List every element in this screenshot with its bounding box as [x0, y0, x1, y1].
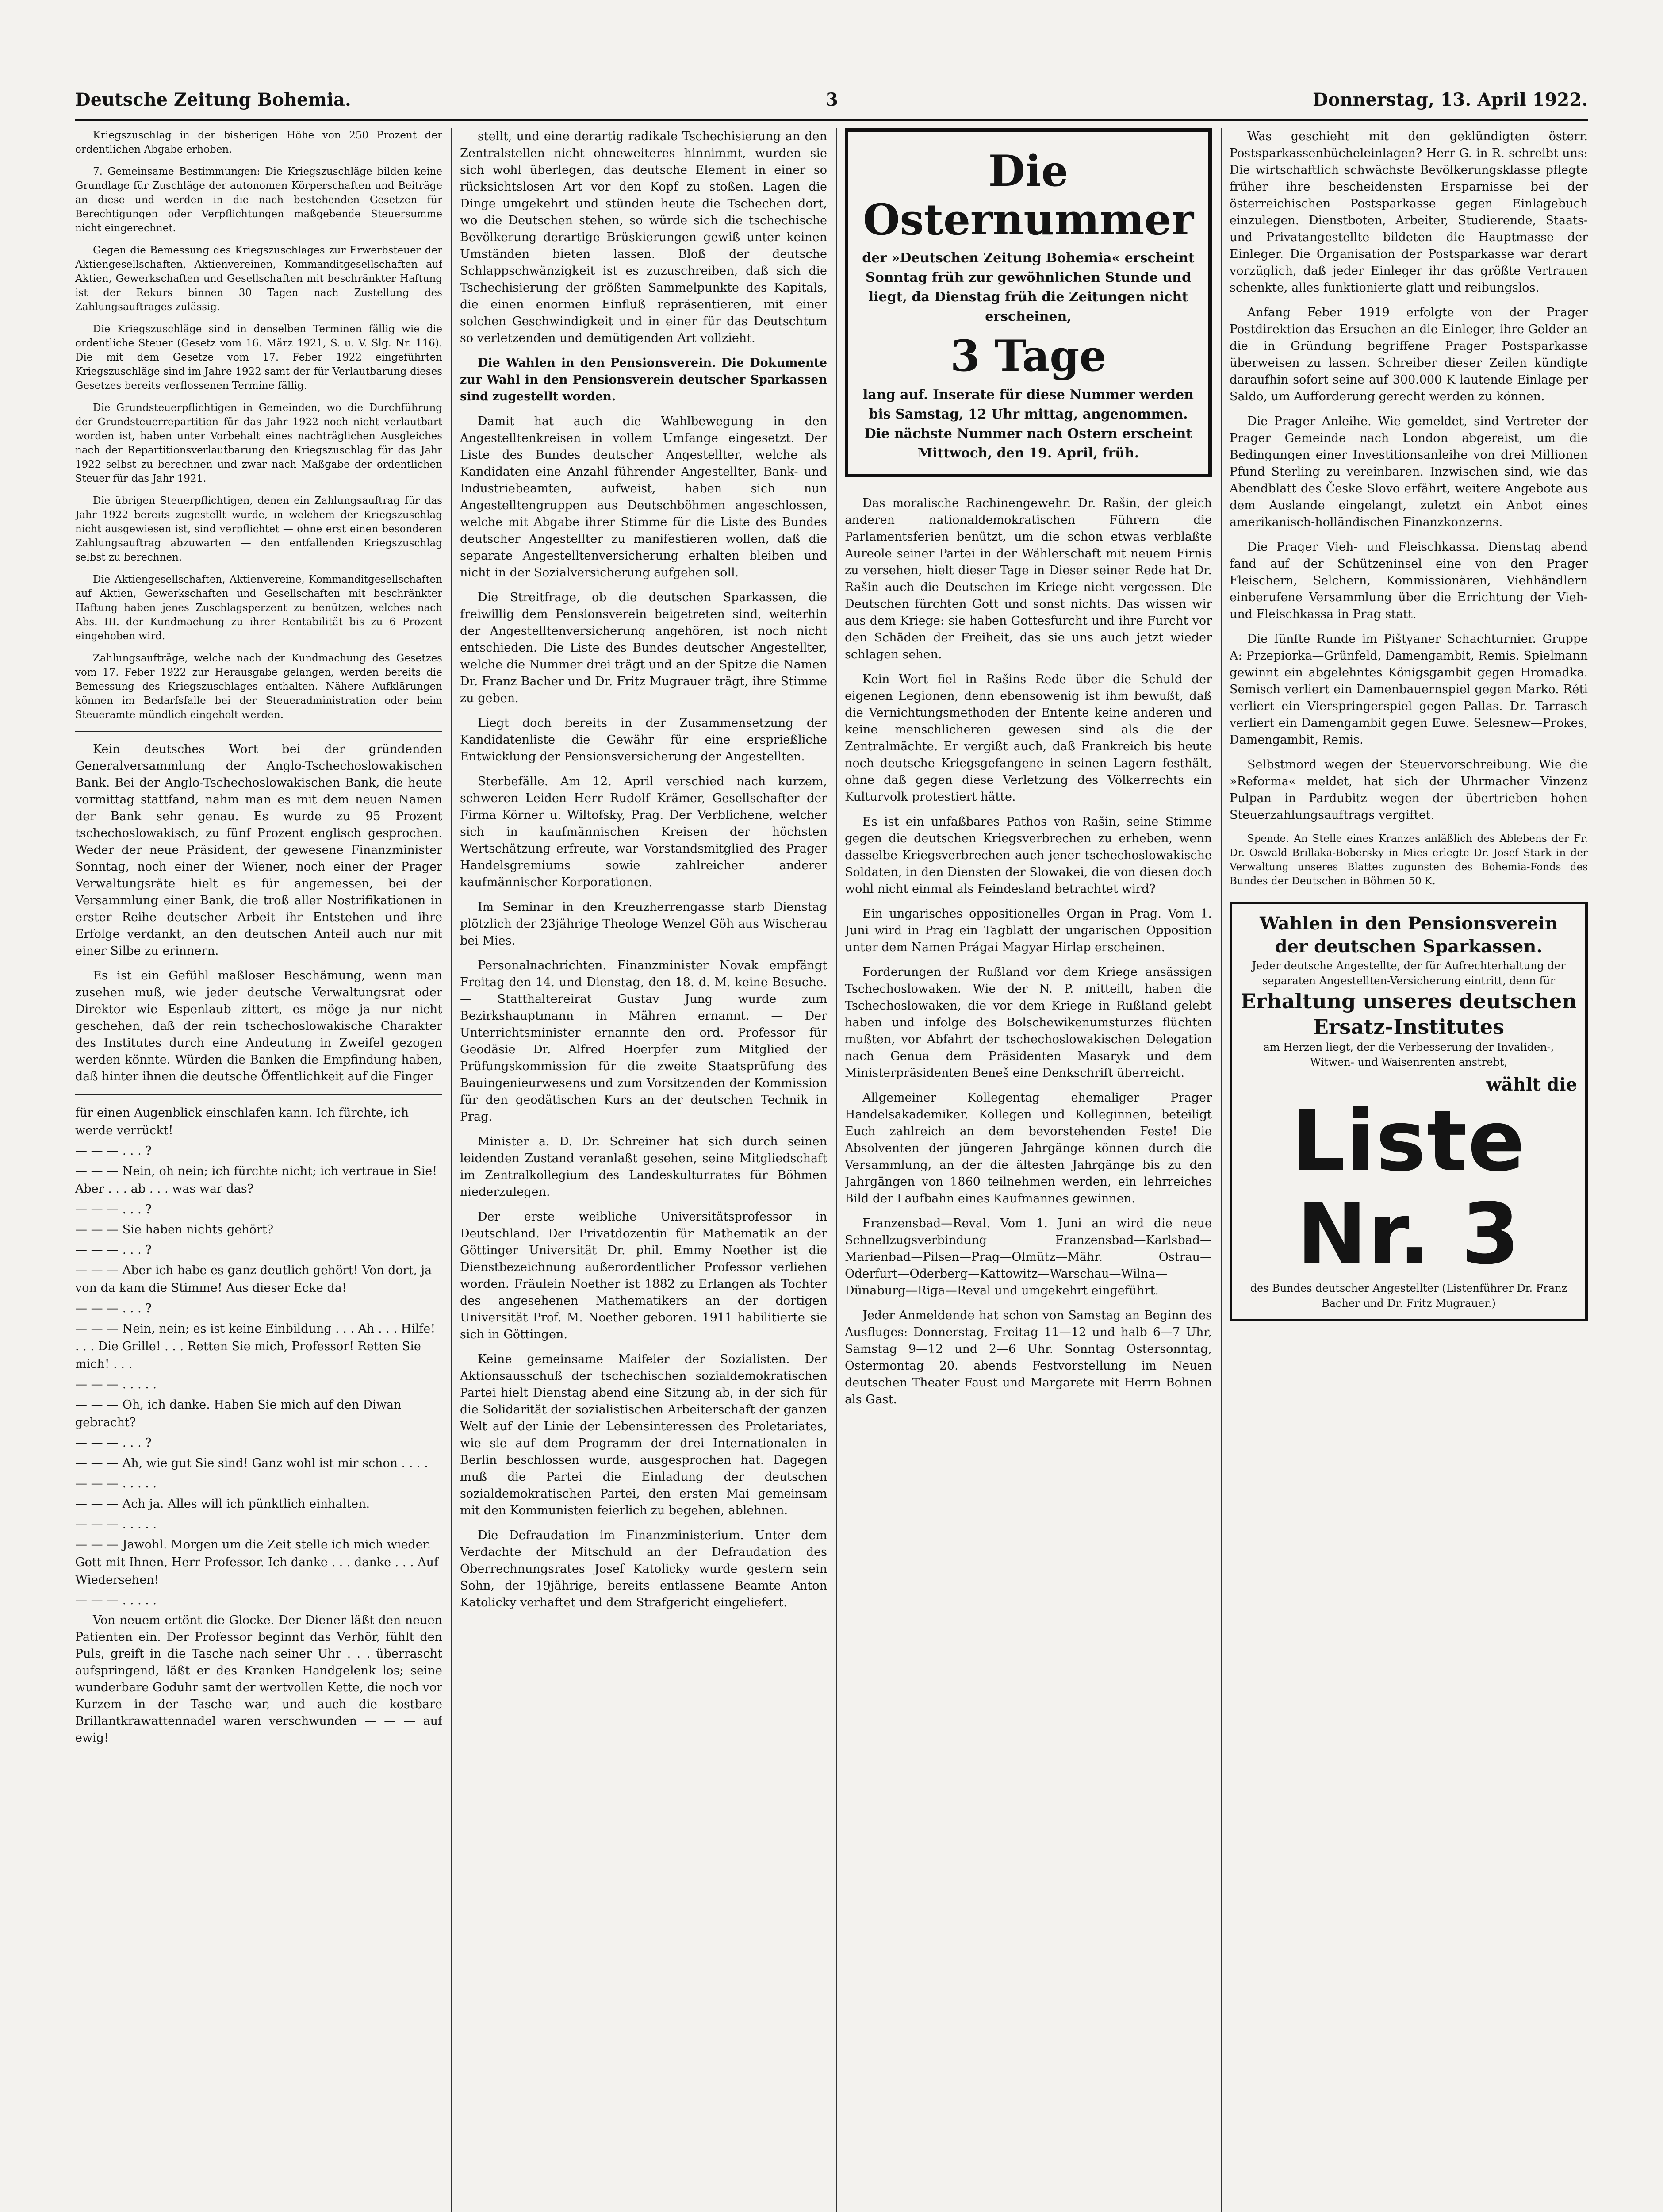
dialog-line: — — — . . . ?	[75, 1243, 152, 1257]
dialog-line: — — — Jawohl. Morgen um die Zeit stelle ich mich wieder. Gott mit Ihnen, Herr Professor. Ich danke . . . danke . . . Auf Wiedersehen!	[75, 1538, 439, 1587]
ad-headline: Wahlen in den Pensionsverein der deutschen Sparkassen.	[1260, 913, 1558, 957]
article-paragraph: Die Prager Vieh- und Fleischkassa. Dienstag abend fand auf der Schützeninsel eine von den Prager Fleischern, Selchern, Kommissionären, Viehhändlern einberufene Versammlung über die Errichtung der Vieh- und Fleischkassa in Prag statt.	[1230, 540, 1588, 621]
masthead	[75, 84, 1588, 115]
column-2	[460, 128, 827, 2212]
article-paragraph: Sterbefälle. Am 12. April verschied nach kurzem, schweren Leiden Herr Rudolf Krämer, Gesellschafter der Firma Körner u. Wiltofsky, Prag. Der Verblichene, welcher sich in kaufmännischen Kreisen der höchsten Wertschätzung erfreute, war Vorstandsmitglied des Prager Handelsgremiums sowie zahlreicher anderer kaufmännischer Korporationen.	[460, 775, 827, 889]
dialog-line: — — — . . . . .	[75, 1378, 157, 1391]
easter-edition-notice	[845, 128, 1212, 477]
ad-subheadline: Erhaltung unseres deutschen Ersatz-Institutes	[1241, 989, 1577, 1039]
article-heading: Die Wahlen in den Pensionsverein. Die Dokumente zur Wahl in den Pensionsverein deutscher Sparkassen sind zugestellt worden.	[460, 356, 827, 403]
article-paragraph: Im Seminar in den Kreuzherrengasse starb Dienstag plötzlich der 23jährige Theologe Wenzel Göh aus Wischerau bei Mies.	[460, 900, 827, 948]
page-number: 3	[826, 89, 838, 110]
dialog-line: — — — Sie haben nichts gehört?	[75, 1223, 274, 1237]
article-paragraph: Liegt doch bereits in der Zusammensetzung der Kandidatenliste die Gewähr für eine ersprießliche Entwicklung der Pensionsversicherung der Angestellten.	[460, 716, 827, 764]
masthead-rule	[75, 119, 1588, 121]
dialog-line: — — — . . . ?	[75, 1436, 152, 1450]
column-divider	[451, 128, 452, 2212]
notice-title: Die Osternummer	[862, 146, 1194, 245]
article-paragraph: Ein ungarisches oppositionelles Organ in Prag. Vom 1. Juni wird in Prag ein Tagblatt der ungarischen Opposition unter dem Namen Prágai Magyar Hirlap erscheinen.	[845, 907, 1212, 954]
dialog-line: — — — . . . ?	[75, 1202, 152, 1216]
article-paragraph: Selbstmord wegen der Steuervorschreibung. Wie die »Reforma« meldet, hat sich der Uhrmacher Vinzenz Pulpan in Pardubitz wegen der übertrieben hohen Steuerzahlungsauftrags vergiftet.	[1230, 758, 1588, 822]
article-paragraph: Gegen die Bemessung des Kriegszuschlages zur Erwerbsteuer der Aktiengesellschaften, Aktienvereinen, Kommanditgesellschaften auf Aktien, Gewerkschaften und Gesellschaften mit beschränkter Haftung ist der Rekurs binnen 30 Tagen nach Zustellung des Zahlungsauftrages zulässig.	[75, 245, 442, 313]
article-paragraph: Das moralische Rachinengewehr. Dr. Rašin, der gleich anderen nationaldemokratischen Führern die Parlamentsferien benützt, um die schon etwas verblaßte Aureole seiner Partei in der Wählerschaft mit neuem Firnis zu versehen, hielt dieser Tage in Dieser seiner Rede hat Dr. Rašin auch die Deutschen im Kriege nicht vergessen. Die Deutschen fürchten Gott und sonst nichts. Das wissen wir aus dem Kriege: sie haben Gottesfurcht und ihre Furcht vor den Schäden der Freiheit, das sie uns auch jetzt wieder schlagen sehen.	[845, 496, 1212, 661]
ad-call: wählt die	[1486, 1074, 1577, 1095]
article-paragraph: Anfang Feber 1919 erfolgte von der Prager Postdirektion das Ersuchen an die Einleger, ihre Gelder an die in Gründung begriffene Prager Postsparkasse überweisen zu lassen. Schreiber dieser Zeilen kündigte daraufhin sofort seine auf 300.000 K lautende Einlage per Saldo, um Aufforderung gerecht werden zu können.	[1230, 306, 1588, 403]
article-paragraph: Von neuem ertönt die Glocke. Der Diener läßt den neuen Patienten ein. Der Professor beginnt das Verhör, fühlt den Puls, greift in die Tasche nach seiner Uhr . . . überrascht aufspringend, läßt er des Kranken Handgelenk los; seine wunderbare Goduhr samt der wertvollen Kette, die noch vor Kurzem in der Tasche war, und auch die kostbare Brillantkrawattennadel waren verschwunden — — — auf ewig!	[75, 1613, 442, 1745]
article-paragraph: Jeder Anmeldende hat schon von Samstag an Beginn des Ausfluges: Donnerstag, Freitag 11—12 und halb 6—7 Uhr, Samstag 9—12 und 2—6 Uhr. Sonntag Ostersonntag, Ostermontag 20. abends Festvorstellung im Neuen deutschen Theater Faust und Margarete mit Herrn Bohnen als Gast.	[845, 1309, 1212, 1406]
article-paragraph: Die Aktiengesellschaften, Aktienvereine, Kommanditgesellschaften auf Aktien, Gewerkschaften und Gesellschaften mit beschränkter Haftung haben jenes Zuschlagsperzent zu benützen, welches nach Abs. III. der Kundmachung zu ihrer Rentabilität bis zu 6 Prozent eingehoben wird.	[75, 574, 442, 642]
newspaper-page	[75, 84, 1588, 2212]
article-paragraph: Forderungen der Rußland vor dem Kriege ansässigen Tschechoslowaken. Wie der N. P. mitteilt, haben die Tschechoslowaken, die vor dem Kriege in Rußland gelebt haben und infolge des Bolschewikenumsturzes flüchten mußten, vor Abfahrt der tschechoslowakischen Delegation nach Genua dem Präsidenten Masaryk und dem Ministerpräsidenten Beneš eine Denkschrift überreicht.	[845, 965, 1212, 1080]
dialog-line: — — — Nein, oh nein; ich fürchte nicht; ich vertraue in Sie! Aber . . . ab . . . was war das?	[75, 1164, 437, 1196]
article-paragraph: Kein deutsches Wort bei der gründenden Generalversammlung der Anglo-Tschechoslowakischen Bank. Bei der Anglo-Tschechoslowakischen Bank, die heute vormittag stattfand, nahm man es mit dem neuen Namen der Bank sehr genau. Es wurde zu 95 Prozent tschechoslowakisch, zu fünf Prozent englisch gesprochen. Weder der neue Präsident, der gewesene Finanzminister Sonntag, noch einer der Wiener, noch einer der Prager Verwaltungsräte hielt es für angemessen, bei der Versammlung einer Bank, die troß aller Nostrifikationen in erster Reihe deutscher Arbeit ihr Entstehen und ihre Erfolge verdankt, an den deutschen Anteil auch nur mit einer Silbe zu erinnern.	[75, 742, 442, 958]
article-paragraph: Minister a. D. Dr. Schreiner hat sich durch seinen leidenden Zustand veranlaßt gesehen, seine Mitgliedschaft im Zentralkollegium des Landeskulturrates für Böhmen niederzulegen.	[460, 1135, 827, 1199]
dialog-line: — — — Ach ja. Alles will ich pünktlich einhalten.	[75, 1497, 370, 1511]
article-paragraph: Die Streitfrage, ob die deutschen Sparkassen, die freiwillig dem Pensionsverein beigetreten sind, weiterhin der Angestelltenversicherung angehören, ist noch nicht entschieden. Die Liste des Bundes deutscher Angestellter, welche die Nummer drei trägt und an der Spitze die Namen Dr. Franz Bacher und Dr. Fritz Mugrauer trägt, ihre Stimme zu geben.	[460, 591, 827, 705]
notice-highlight: 3 Tage	[950, 331, 1107, 381]
dialog-line: — — — . . . . .	[75, 1517, 157, 1531]
dialog-line: — — — . . . . .	[75, 1594, 157, 1607]
dialog-line: — — — . . . ?	[75, 1302, 152, 1315]
article-paragraph: Spende. An Stelle eines Kranzes anläßlich des Ablebens der Fr. Dr. Oswald Brillaka-Bobersky in Mies erlegte Dr. Josef Stark in der Verwaltung unseres Blattes zugunsten des Bohemia-Fonds des Bundes der Deutschen in Böhmen 50 K.	[1230, 833, 1588, 887]
dialog-line: — — — Nein, nein; es ist keine Einbildung . . . Ah . . . Hilfe! . . . Die Grille! . . . Retten Sie mich, Professor! Retten Sie mich! . . .	[75, 1322, 436, 1371]
article-paragraph: Personalnachrichten. Finanzminister Novak empfängt Freitag den 14. und Dienstag, den 18. d. M. keine Besuche. — Statthaltereirat Gustav Jung wurde zum Bezirkshauptmann in Mähren ernannt. — Der Unterrichtsminister ernannte den ord. Professor für Geodäsie Dr. Alfred Hoerpfer zum Mitglied der Prüfungskommission für die zweite Staatsprüfung des Bauingenieurwesens und zum Vorsitzenden der Kommission für den geodätischen Kurs an der deutschen Technik in Prag.	[460, 959, 827, 1124]
article-paragraph: Die Prager Anleihe. Wie gemeldet, sind Vertreter der Prager Gemeinde nach London abgereist, um die Bedingungen einer Investitionsanleihe von drei Millionen Pfund Sterling zu vereinbaren. Inzwischen sind, wie das Abendblatt des Česke Slovo erfährt, weitere Angebote aus dem Auslande eingelangt, zuletzt ein Anbot eines amerikanisch-holländischen Finanzkonzerns.	[1230, 415, 1588, 529]
masthead-title: Deutsche Zeitung Bohemia.	[75, 89, 351, 110]
masthead-date: Donnerstag, 13. April 1922.	[1313, 89, 1588, 110]
dialog-line: für einen Augenblick einschlafen kann. Ich fürchte, ich werde verrückt!	[75, 1106, 409, 1137]
article-paragraph: Die Kriegszuschläge sind in denselben Terminen fällig wie die ordentliche Steuer (Gesetz vom 16. März 1921, S. u. V. Slg. Nr. 116). Die mit dem Gesetze vom 17. Feber 1922 eingeführten Kriegszuschläge sind im Jahre 1922 samt der für Verlautbarung dieses Gesetzes bereits verflossenen Termine fällig.	[75, 323, 442, 392]
section-divider	[75, 731, 442, 732]
article-paragraph: Keine gemeinsame Maifeier der Sozialisten. Der Aktionsausschuß der tschechischen sozialdemokratischen Partei hielt Dienstag abend eine Sitzung ab, in der sich für die Solidarität der sozialistischen Arbeiterschaft der ganzen Welt auf der Linie der Lebensinteressen des Proletariates, wie sie auf dem Programm der drei Internationalen in Berlin beschlossen wurde, ausgesprochen hat. Dagegen muß die Partei die Einladung der deutschen sozialdemokratischen Partei, den ersten Mai gemeinsam mit den Kommunisten feierlich zu begehen, ablehnen.	[460, 1352, 827, 1517]
article-paragraph: Allgemeiner Kollegentag ehemaliger Prager Handelsakademiker. Kollegen und Kolleginnen, beteiligt Euch zahlreich an dem bevorstehenden Feste! Die Absolventen der jüngeren Jahrgänge können durch die Versammlung, an der die ältesten Jahrgänge bis zu den Jahrgängen von 1860 teilnehmen werden, ein lehrreiches Bild der Laufbahn eines Kaufmannes gewinnen.	[845, 1091, 1212, 1206]
article-paragraph: Kein Wort fiel in Rašins Rede über die Schuld der eigenen Legionen, denn ebensowenig ist ihm bewußt, daß die Vernichtungsmethoden der Entente keine anderen und keine menschlicheren gewesen sind als die der Zentralmächte. Er vergißt auch, daß Frankreich bis heute noch deutsche Kriegsgefangene in seinen Lagern festhält, ohne daß gegen diese Verletzung des Völkerrechts ein Kulturvolk protestiert hätte.	[845, 672, 1212, 804]
notice-text: lang auf. Inserate für diese Nummer werden bis Samstag, 12 Uhr mittag, angenommen. Die nächste Nummer nach Ostern erscheint Mittwoch, den 19. April, früh.	[863, 387, 1194, 461]
article-paragraph: Franzensbad—Reval. Vom 1. Juni an wird die neue Schnellzugsverbindung Franzensbad—Karlsbad—Marienbad—Pilsen—Prag—Olmütz—Mähr. Ostrau—Oderfurt—Oderberg—Kattowitz—Warschau—Wilna—Dünaburg—Riga—Reval und umgekehrt eingeführt.	[845, 1217, 1212, 1298]
article-paragraph: Die Defraudation im Finanzministerium. Unter dem Verdachte der Mitschuld an der Defraudation des Oberrechnungsrates Josef Katolicky wurde gestern sein Sohn, der 19jährige, bereits entlassene Beamte Anton Katolicky verhaftet und dem Strafgericht eingeliefert.	[460, 1528, 827, 1609]
column-divider	[1221, 128, 1222, 2212]
ad-text: am Herzen liegt, der die Verbesserung der Invaliden-, Witwen- und Waisenrenten anstrebt,	[1263, 1041, 1554, 1068]
column-4	[1230, 128, 1588, 2212]
dialog-line: — — — . . . ?	[75, 1144, 152, 1158]
dialog-line: — — — Oh, ich danke. Haben Sie mich auf den Diwan gebracht?	[75, 1398, 402, 1429]
column-3	[845, 128, 1212, 2212]
article-paragraph: Die fünfte Runde im Pištyaner Schachturnier. Gruppe A: Przepiorka—Grünfeld, Damengambit, Remis. Spielmann gewinnt ein abgelehntes Königsgambit gegen Hromadka. Semisch verliert ein Damenbauernspiel gegen Marko. Réti verliert ein Vierspringerspiel gegen Pallas. Dr. Tarrasch verliert ein Damengambit gegen Euwe. Selesnew—Prokes, Damengambit, Remis.	[1230, 632, 1588, 747]
article-paragraph: Der erste weibliche Universitätsprofessor in Deutschland. Der Privatdozentin für Mathematik an der Göttinger Universität Dr. phil. Emmy Noether ist die Dienstbezeichnung außerordentlicher Professor verliehen worden. Fräulein Noether ist 1882 zu Erlangen als Tochter des angesehenen Mathematikers an der dortigen Universität Prof. M. Noether geboren. 1911 habilitierte sie sich in Göttingen.	[460, 1210, 827, 1341]
article-paragraph: stellt, und eine derartig radikale Tschechisierung an den Zentralstellen nicht ohneweiteres hinnimmt, wurden sie sich wohl überlegen, das deutsche Element in einer so rücksichtslosen Art vor den Kopf zu stoßen. Lagen die Dinge umgekehrt und stünden heute die Tschechen dort, wo die Deutschen stehen, so würde sich die tschechische Bevölkerung derartige Brüskierungen gewiß unter keinen Umständen bieten lassen. Bloß der deutsche Schlappschwänzigkeit ist es zuzuschreiben, daß sich die Tschechisierung der größten Sammelpunkte des Kapitals, die einen enormen Einfluß repräsentieren, mit einer solchen Geschwindigkeit und in einer für das Deutschtum so verletzenden und demütigenden Art vollzieht.	[460, 130, 827, 345]
column-1	[75, 128, 442, 2212]
article-paragraph: Kriegszuschlag in der bisherigen Höhe von 250 Prozent der ordentlichen Abgabe erhoben.	[75, 130, 442, 155]
article-paragraph: Zahlungsaufträge, welche nach der Kundmachung des Gesetzes vom 17. Feber 1922 zur Herausgabe gelangen, werden bereits die Bemessung des Kriegszuschlages enthalten. Nähere Aufklärungen können im Bedarfsfalle bei der Steueradministration oder beim Steueramte mündlich eingeholt werden.	[75, 653, 442, 721]
article-paragraph: Es ist ein Gefühl maßloser Beschämung, wenn man zusehen muß, wie jeder deutsche Verwaltungsrat oder Direktor wie Espenlaub zittert, es möge ja nur nicht geschehen, daß der rein tschechoslowakische Charakter des Institutes durch eine Andeutung in Zweifel gezogen werden könnte. Würden die Banken die Empfindung haben, daß hinter ihnen die deutsche Öffentlichkeit auf die Finger	[75, 969, 442, 1083]
ad-text: Jeder deutsche Angestellte, der für Aufrechterhaltung der separaten Angestellten-Versicherung eintritt, denn für	[1252, 960, 1566, 987]
article-paragraph: Die Grundsteuerpflichtigen in Gemeinden, wo die Durchführung der Grundsteuerrepartition für das Jahr 1922 noch nicht verlautbart worden ist, haben unter Vorbehalt eines nachträglichen Ausgleiches nach der Repartitionsverlautbarung den Kriegszuschlag für das Jahr 1922 selbst zu berechnen und zwar nach Maßgabe der ordentlichen Steuer für das Jahr 1921.	[75, 402, 442, 484]
ad-list-number: Liste Nr. 3	[1291, 1092, 1526, 1283]
election-advertisement	[1230, 902, 1588, 1321]
column-divider	[836, 128, 837, 2212]
dialog-line: — — — Ah, wie gut Sie sind! Ganz wohl ist mir schon . . . .	[75, 1456, 428, 1470]
article-paragraph: 7. Gemeinsame Bestimmungen: Die Kriegszuschläge bilden keine Grundlage für Zuschläge der autonomen Körperschaften und Beiträge an diese und werden in die nach bestehenden Gesetzen für Berechtigungen oder Verpflichtungen maßgebende Steuersumme nicht eingerechnet.	[75, 166, 442, 234]
article-paragraph: Die übrigen Steuerpflichtigen, denen ein Zahlungsauftrag für das Jahr 1922 bereits zugestellt wurde, in welchem der Kriegszuschlag nicht ausgewiesen ist, sind verpflichtet — ohne erst einen besonderen Zahlungsauftrag abzuwarten — den entfallenden Kriegszuschlag selbst zu berechnen.	[75, 495, 442, 563]
dialog-line: — — — . . . . .	[75, 1477, 157, 1490]
dialog-line: — — — Aber ich habe es ganz deutlich gehört! Von dort, ja von da kam die Stimme! Aus dieser Ecke da!	[75, 1263, 432, 1295]
ad-footnote: des Bundes deutscher Angestellter (Listenführer Dr. Franz Bacher und Dr. Fritz Mugrauer.)	[1250, 1282, 1567, 1310]
article-paragraph: Es ist ein unfaßbares Pathos von Rašin, seine Stimme gegen die deutschen Kriegsverbrechen zu erheben, wenn dasselbe Kriegsverbrechen auch jener tschechoslowakische Soldaten, in den Diensten der Slowakei, die von diesen doch wohl nicht einmal als Feindesland betrachtet wird?	[845, 815, 1212, 896]
article-paragraph: Was geschieht mit den geklündigten österr. Postsparkassenbücheleinlagen? Herr G. in R. schreibt uns: Die wirtschaftlich schwächste Bevölkerungsklasse pflegte früher ihre bescheidensten Ersparnisse bei der österreichischen Postsparkasse gegen Einlagebuch einzulegen. Dienstboten, Arbeiter, Studierende, Staats- und Privatangestellte bildeten die Hauptmasse der Einleger. Die Organisation der Postsparkasse war derart vorzüglich, daß jeder Einleger ihr das größte Vertrauen schenkte, alles funktionierte glatt und reibungslos.	[1230, 130, 1588, 295]
notice-text: der »Deutschen Zeitung Bohemia« erscheint Sonntag früh zur gewöhnlichen Stunde und liegt, da Dienstag früh die Zeitungen nicht erscheinen,	[862, 250, 1195, 324]
feuilleton-divider	[75, 1094, 442, 1095]
article-paragraph: Damit hat auch die Wahlbewegung in den Angestelltenkreisen in vollem Umfange eingesetzt. Der Liste des Bundes deutscher Angestellter, welche als Kandidaten eine Anzahl führender Angestellter, Bank- und Industriebeamten, aufweist, haben sich nun Angestelltengruppen aus Deutschböhmen angeschlossen, welche mit Abgabe ihrer Stimme für die Liste des Bundes deutscher Angestellter zu manifestieren wollen, daß die separate Angestelltenversicherung erhalten bleiben und nicht in der Sozialversicherung aufgehen soll.	[460, 415, 827, 580]
